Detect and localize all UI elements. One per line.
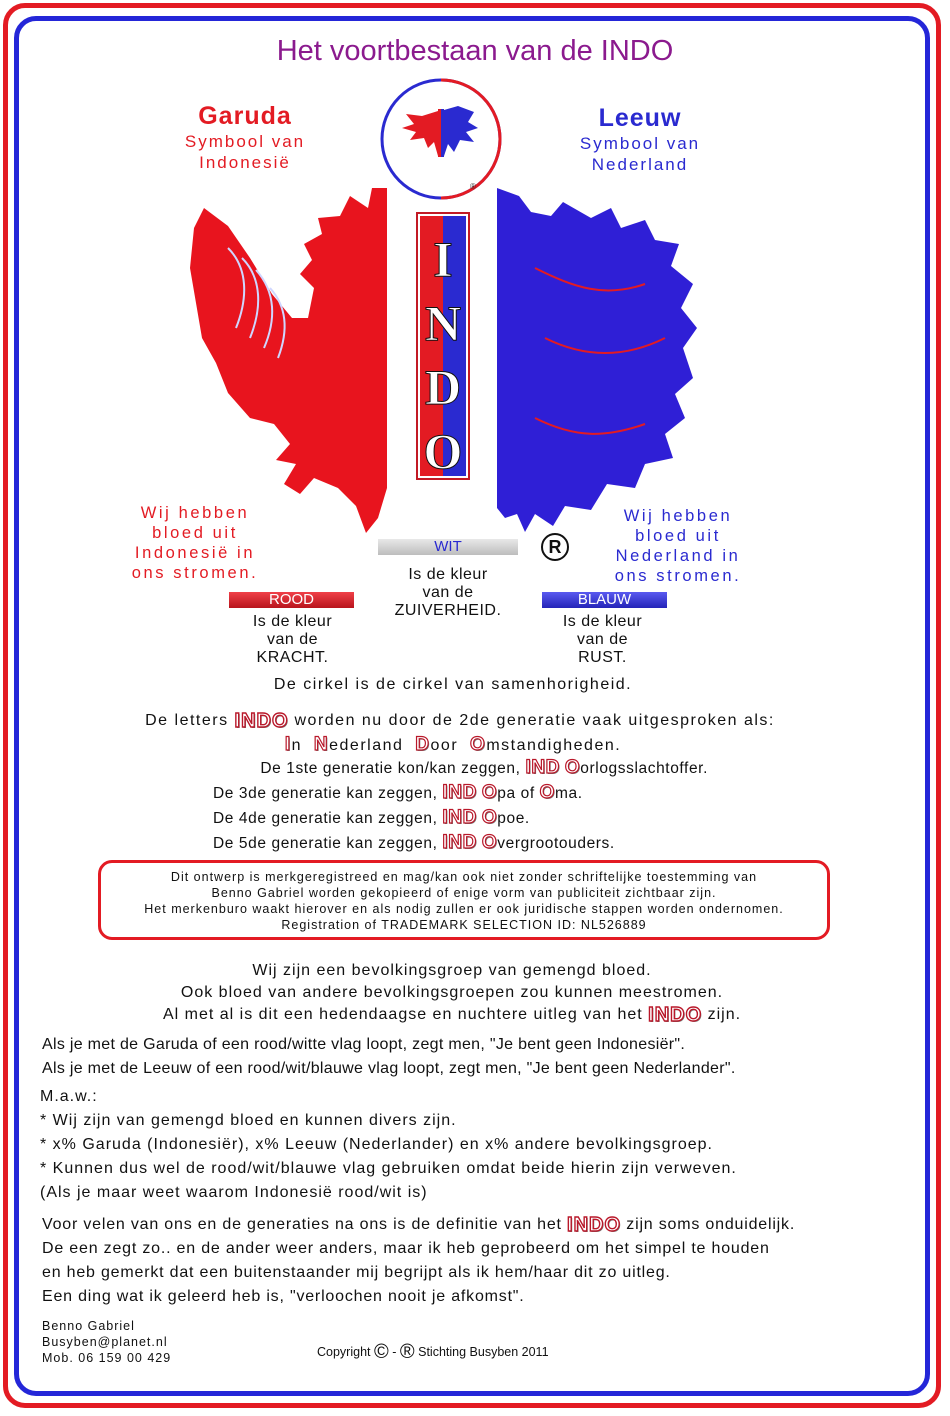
contact-email: Busyben@planet.nl [42,1335,168,1349]
cirkel-text: De cirkel is de cirkel van samenhorigheid. [273,676,633,693]
wit-text [378,566,518,620]
body-line: Als je met de Leeuw of een rood/wit/blauwe vlag loopt, zegt men, "Je bent geen Nederlander". [42,1060,736,1077]
indo-word: INDO [234,710,289,732]
wit-line: van de [422,584,474,601]
garuda-subtitle-1: Symbool van [184,132,306,151]
rood-text [230,613,355,667]
wit-banner: WIT [378,539,518,555]
maw-line: (Als je maar weet waarom Indonesië rood/wit is) [40,1184,428,1201]
blauw-line: Is de kleur [562,613,643,630]
expansion-word: ederland [329,737,404,754]
body-post: zijn soms onduidelijk. [626,1216,796,1233]
ind-word: IND [442,782,477,803]
blauw-line: van de [576,631,629,648]
cap-letter: I [284,734,292,755]
cap-letter: N [313,734,330,755]
garuda-header [160,102,330,173]
blauw-text [540,613,665,667]
blood-left [115,503,275,583]
blood-left-line: ons stromen. [131,564,259,582]
blood-left-line: bloed uit [152,524,238,542]
blood-left-line: Indonesië in [134,544,256,562]
body-line: en heb gemerkt dat een buitenstaander mij begrijpt als ik hem/haar dit zo uitleg. [42,1264,671,1281]
maw-line: * Wij zijn van gemengd bloed en kunnen divers zijn. [40,1112,457,1129]
maw-line: * x% Garuda (Indonesiër), x% Leeuw (Nederlander) en x% andere bevolkingsgroep. [40,1136,713,1153]
maw-line: M.a.w.: [40,1088,98,1105]
copyright-label: Copyright [317,1345,371,1359]
body-line: Ook bloed van andere bevolkingsgroepen zou kunnen meestromen. [180,984,724,1001]
o-letter: O [539,782,556,803]
leeuw-title: Leeuw [598,104,682,132]
body-closing [42,1213,937,1309]
expansion-word: n [291,737,302,754]
ind-word: IND [525,757,560,778]
generation-row [150,781,750,806]
blood-left-line: Wij hebben [140,504,250,522]
indo-logo-circle [378,76,504,202]
generations-list [150,756,750,856]
notice-line: Dit ontwerp is merkgeregistreed en mag/kan ook niet zonder schriftelijke toestemming van [170,870,758,884]
cap-letter: O [470,734,487,755]
svg-text:I: I [433,231,453,287]
copyright-line [317,1341,549,1364]
body-line: Een ding wat ik geleerd heb is, "verloochen nooit je afkomst". [42,1288,525,1305]
svg-text:D: D [424,359,462,415]
lion-icon [495,188,700,538]
body-pre: Al met al is dit een hedendaagse en nuchtere uitleg van het [162,1006,643,1023]
maw-line: * Kunnen dus wel de rood/wit/blauwe vlag gebruiken omdat beide hierin zijn verweven. [40,1160,737,1177]
generation-pre: De 4de generatie kan zeggen, [213,810,438,827]
copyright-owner: Stichting Busyben 2011 [418,1345,549,1359]
logo-registered-icon: ® [470,182,476,191]
body-line [42,1213,937,1237]
leeuw-header [555,104,725,175]
blood-right-line: ons stromen. [614,567,742,585]
expansion-word: oor [430,737,459,754]
generation-pre: De 5de generatie kan zeggen, [213,835,438,852]
o-letter: O [481,832,498,853]
blood-right-line: bloed uit [635,527,721,545]
generation-rest: pa of [497,785,535,802]
letters-pre: De letters [145,712,229,729]
svg-text:N: N [424,295,462,351]
notice-line: Het merkenburo waakt hierover en als nodig zullen er ook juridische stappen worden ondernomen. [144,902,784,916]
cap-letter: D [415,734,431,755]
ind-word: IND [442,807,477,828]
letters-post: worden nu door de 2de generatie vaak uitgesproken als: [294,712,775,729]
letters-line [0,710,935,733]
blauw-banner: BLAUW [542,592,667,608]
trademark-notice [98,860,830,940]
generation-rest: poe. [497,810,530,827]
blood-right-line: Nederland in [615,547,741,565]
generation-row [150,806,750,831]
svg-text:O: O [423,423,463,479]
blood-right-line: Wij hebben [623,507,733,525]
rood-line: Is de kleur [252,613,333,630]
letters-expansion [0,734,928,756]
leeuw-subtitle-1: Symbool van [579,134,701,153]
o-letter: O [481,807,498,828]
garuda-subtitle-2: Indonesië [199,153,291,172]
contact-name: Benno Gabriel [42,1319,135,1333]
registered-mark: R [541,533,569,561]
contact-block [42,1318,171,1366]
indo-word: INDO [648,1004,703,1026]
registered-small-icon: ® [399,1341,415,1363]
generation-rest: orlogsslachtoffer. [580,760,708,777]
garuda-icon [188,188,388,538]
o-letter: O [564,757,581,778]
generation-row [150,831,750,856]
rood-line: van de [266,631,319,648]
body-line: Wij zijn een bevolkingsgroep van gemengd bloed. [252,962,652,979]
generation-pre: De 3de generatie kan zeggen, [213,785,438,802]
wit-line: Is de kleur [408,566,488,583]
generation-rest: vergrootouders. [497,835,615,852]
page-title: Het voortbestaan van de INDO [276,35,674,67]
generation-rest: ma. [555,785,583,802]
generation-pre: De 1ste generatie kon/kan zeggen, [260,760,521,777]
body-intro [0,960,904,1026]
indo-center-column [416,212,470,480]
expansion-word: mstandigheden. [486,737,622,754]
copyright-dash: - [392,1345,397,1359]
maw-block [40,1085,920,1205]
body-pre: Voor velen van ons en de generaties na ons is de definitie van het [42,1216,562,1233]
rood-banner: ROOD [229,592,354,608]
body-line [0,1004,904,1026]
generation-row [150,756,750,781]
contact-phone: Mob. 06 159 00 429 [42,1351,172,1365]
garuda-title: Garuda [198,102,292,130]
copyright-icon: © [373,1341,389,1363]
blood-right [598,506,758,586]
body-line: Als je met de Garuda of een rood/witte vlag loopt, zegt men, "Je bent geen Indonesiër". [42,1036,686,1053]
indo-word: INDO [567,1214,622,1236]
body-flags [42,1033,922,1081]
notice-line: Registration of TRADEMARK SELECTION ID: NL526889 [281,918,647,932]
leeuw-subtitle-2: Nederland [591,155,689,174]
blauw-line: RUST. [578,649,627,666]
body-line: De een zegt zo.. en de ander weer anders, maar ik heb geprobeerd om het simpel te houden [42,1240,770,1257]
rood-line: KRACHT. [256,649,329,666]
ind-word: IND [442,832,477,853]
o-letter: O [481,782,498,803]
wit-line: ZUIVERHEID. [394,602,502,619]
body-post: zijn. [707,1006,742,1023]
notice-line: Benno Gabriel worden gekopieerd of enige vorm van publiciteit zichtbaar zijn. [211,886,717,900]
